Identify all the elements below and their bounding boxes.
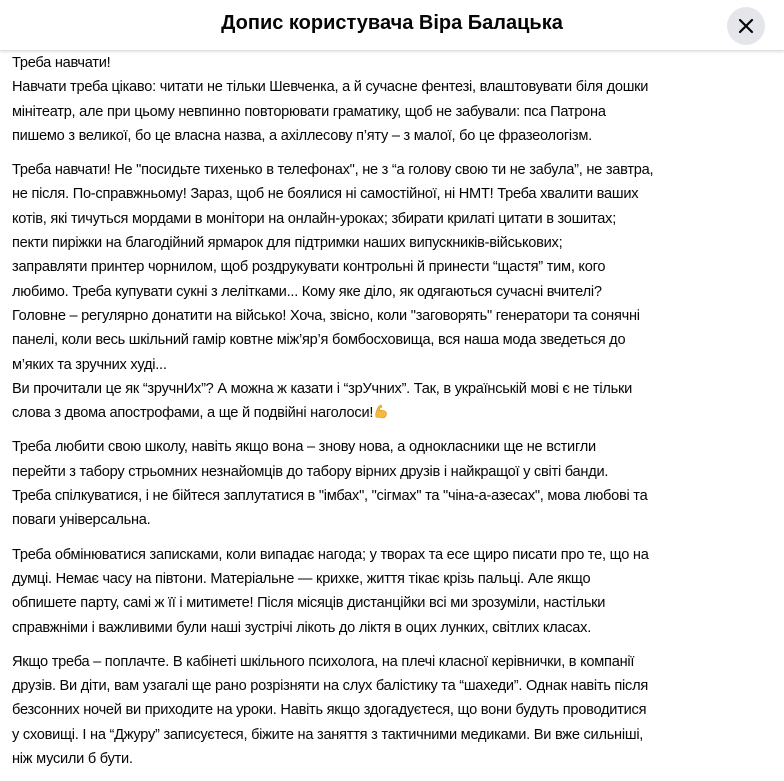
post-paragraph — [12, 650, 782, 771]
text-line: перейти з табору стрьомних незнайомців до табору вірних друзів і найкращої у світі банди. — [12, 463, 609, 480]
post-paragraph — [12, 543, 782, 640]
text-line: Навчати треба цікаво: читати не тільки Шевченка, а й сучасне фентезі, влаштовувати біля дошки — [12, 79, 649, 96]
text-line: любимо. Треба купувати сукні з лелітками... Кому яке діло, як одягаються сучасні вчителі? — [12, 283, 602, 300]
text-line: ніж мусили б бути. — [12, 751, 133, 768]
text-line: Треба навчати! — [12, 55, 111, 71]
text-line: Головне – регулярно донатити на військо! Хоча, звісно, коли "заговорять" генератори та сонячні — [12, 307, 640, 324]
dialog-title: Допис користувача Віра Балацька — [221, 12, 563, 34]
close-icon — [738, 18, 754, 34]
post-paragraph — [12, 51, 782, 148]
text-line: Треба навчати! Не "посидьте тихенько в телефонах", не з “а голову свою ти не забула”, не завтра, — [12, 162, 654, 179]
text-line: котів, які тичуться мордами в монітори на онлайн-уроках; збирати крилаті цитати в зошитах; — [12, 210, 617, 227]
post-body — [12, 51, 782, 781]
text-line: Ви прочитали це як “зручнИх”? А можна ж казати і “зрУчних”. Так, в українській мові є не тільки — [12, 380, 632, 397]
text-line: Треба любити свою школу, навіть якщо вона – знову нова, а однокласники ще не встигли — [12, 439, 596, 456]
text-line: заправляти принтер чорнилом, щоб роздрукувати контрольні й принести “щастя” тим, кого — [12, 259, 606, 276]
text-line: мінітеатр, але при цьому невпинно повторювати граматику, щоб не забували: пса Патрона — [12, 103, 606, 120]
dialog-header — [0, 0, 784, 51]
text-line: м’яких та зручних худі... — [12, 356, 167, 373]
text-line: справжніми і важливими були наші зустрічі лікоть до ліктя в оцих лункиx, світлих класах. — [12, 619, 592, 636]
text-line: думці. Немає часу на півтони. Матеріальне — крихке, життя тікає крізь пальці. Але якщо — [12, 570, 591, 587]
text-line: поваги універсальна. — [12, 512, 151, 529]
text-line: Треба обмінюватися записками, коли випадає нагода; у творах та есе щиро писати про те, що на — [12, 546, 649, 563]
post-paragraph — [12, 158, 782, 425]
text-line: Треба спілкуватися, і не бійтеся заплутатися в "імбах", "сігмах" та "чіна-а-азесах", мова любові та — [12, 488, 648, 505]
text-line: пишемо з великої, бо це власна назва, а ахіллесову п’яту – з малої, бо це фразеологізм. — [12, 127, 592, 144]
text-line: слова з двома апострофами, а ще й подвійні наголоси! — [12, 401, 782, 425]
text-line: не після. По-справжньому! Зараз, щоб не боялися ні самостійної, ні НМТ! Треба хвалити ваших — [12, 186, 639, 203]
text-line: обпишете парту, самі ж її і митимете! Після місяців дистанційки всі ми зрозуміли, настільки — [12, 595, 606, 612]
post-paragraph — [12, 435, 782, 532]
flexed-biceps-icon — [373, 403, 389, 419]
text-line: безсонних ночей ви приходите на уроки. Навіть якщо здогадуєтеся, що вони будуть проводитися — [12, 702, 647, 719]
text-line: друзів. Ви діти, вам узагалі ще рано розрізняти на слух балістику та “шахеди”. Однак навіть після — [12, 678, 649, 695]
text-line: Якщо треба – поплачте. В кабінеті шкільного психолога, на плечі класної керівнички, в компанії — [12, 653, 635, 670]
close-button[interactable] — [727, 7, 765, 45]
text-line: панелі, коли весь шкільний гамір ковтне між’яр’я бомбосховища, вся наша мода зведеться до — [12, 332, 626, 349]
text-line: у сховищі. І на “Джуру” записуєтеся, біжите на заняття з тактичними медиками. Ви вже сильніші, — [12, 726, 644, 743]
text-line: пекти пиріжки на благодійний ярмарок для підтримки наших випускників-військових; — [12, 235, 563, 252]
